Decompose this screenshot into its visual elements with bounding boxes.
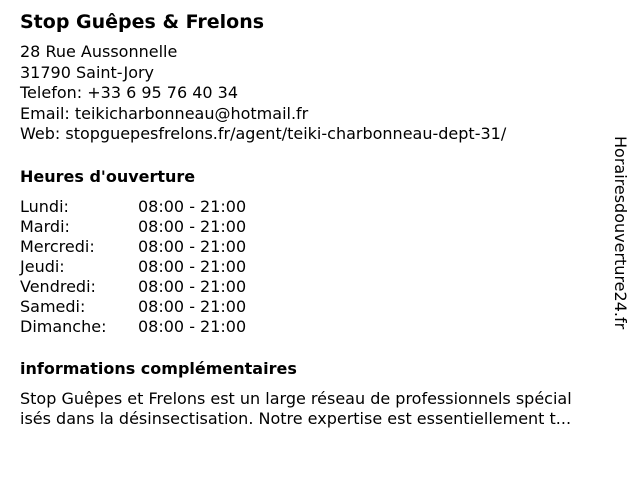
info-line-2: isés dans la désinsectisation. Notre expertise est essentiellement t...	[20, 408, 572, 428]
day-label: Samedi:	[20, 296, 86, 316]
time-range: 08:00 - 21:00	[138, 256, 247, 276]
info-description	[20, 389, 610, 429]
hours-row-lundi	[20, 197, 610, 217]
hours-row-samedi	[20, 297, 610, 317]
site-watermark: Horairesdouverture24.fr	[611, 136, 630, 330]
phone-line: Telefon: +33 6 95 76 40 34	[20, 83, 239, 102]
hours-table	[20, 197, 610, 337]
info-line-1: Stop Guêpes et Frelons est un large réseau de professionnels spécial	[20, 388, 572, 408]
hours-title: Heures d'ouverture	[20, 166, 196, 186]
time-range: 08:00 - 21:00	[138, 236, 247, 256]
email-line: Email: teikicharbonneau@hotmail.fr	[20, 103, 309, 123]
contact-block	[20, 42, 610, 145]
hours-row-mardi	[20, 217, 610, 237]
time-range: 08:00 - 21:00	[138, 196, 247, 216]
day-label: Lundi:	[20, 196, 69, 216]
hours-row-dimanche	[20, 317, 610, 337]
time-range: 08:00 - 21:00	[138, 276, 247, 296]
address-line-2: 31790 Saint-Jory	[20, 62, 155, 82]
business-card	[20, 10, 610, 429]
address-line-1: 28 Rue Aussonnelle	[20, 42, 178, 61]
day-label: Jeudi:	[20, 256, 65, 276]
business-name: Stop Guêpes & Frelons	[20, 11, 265, 33]
time-range: 08:00 - 21:00	[138, 316, 247, 336]
hours-row-mercredi	[20, 237, 610, 257]
day-label: Mardi:	[20, 216, 70, 236]
day-label: Vendredi:	[20, 276, 96, 296]
info-title: informations complémentaires	[20, 358, 297, 378]
web-line: Web: stopguepesfrelons.fr/agent/teiki-charbonneau-dept-31/	[20, 124, 507, 143]
hours-row-vendredi	[20, 277, 610, 297]
time-range: 08:00 - 21:00	[138, 296, 247, 316]
time-range: 08:00 - 21:00	[138, 216, 247, 236]
day-label: Dimanche:	[20, 316, 107, 336]
hours-row-jeudi	[20, 257, 610, 277]
day-label: Mercredi:	[20, 236, 95, 256]
